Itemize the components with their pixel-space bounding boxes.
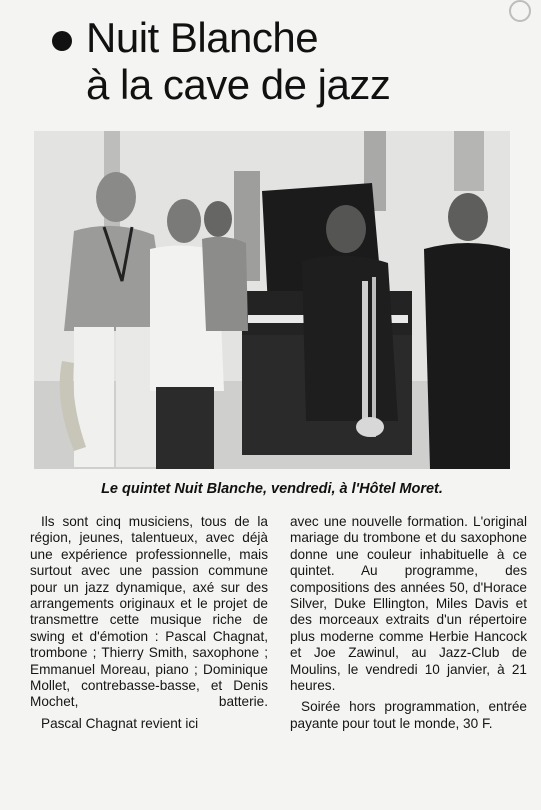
article-column-right [290,514,527,732]
paragraph: avec une nouvelle formation. L'original mariage du trombone et du saxophone donne une couleur inhabituelle à ce quintet. Au programme, des compositions des années 50, d'Horace Silver, Duke Ellington, Miles Davis et des morceaux extraits d'un répertoire plus moderne comme Herbie Hancock et Joe Zawinul, au Jazz-Club de Moulins, le vendredi 10 janvier, à 21 heures. [290,514,527,694]
headline-bullet-icon [52,31,72,51]
headline-line-1: Nuit Blanche [86,14,319,61]
paragraph: Ils sont cinq musiciens, tous de la région, jeunes, talentueux, avec déjà une expérience professionnelle, mais surtout avec une passion commune pour un jazz dynamique, axé sur des arrangements originaux et le projet de transmettre cette musique riche de swing et d'émotion : Pascal Chagnat, trombone ; Thierry Smith, saxophone ; Emmanuel Moreau, piano ; Dominique Mollet, contrebasse-basse, et Denis Mochet, batterie. [30,514,268,710]
article-column-left [30,514,268,732]
bleed-through-mark [507,205,541,245]
photo-caption: Le quintet Nuit Blanche, vendredi, à l'Hôtel Moret. [101,481,443,497]
headline-line-2: à la cave de jazz [86,61,391,108]
headline [48,14,488,108]
band-photo [34,131,510,469]
paragraph: Soirée hors programmation, entrée payante pour tout le monde, 30 F. [290,699,527,731]
paragraph: Pascal Chagnat revient ici [41,715,199,731]
band-photo-illustration [34,131,510,469]
bleed-through-circle [509,0,531,22]
